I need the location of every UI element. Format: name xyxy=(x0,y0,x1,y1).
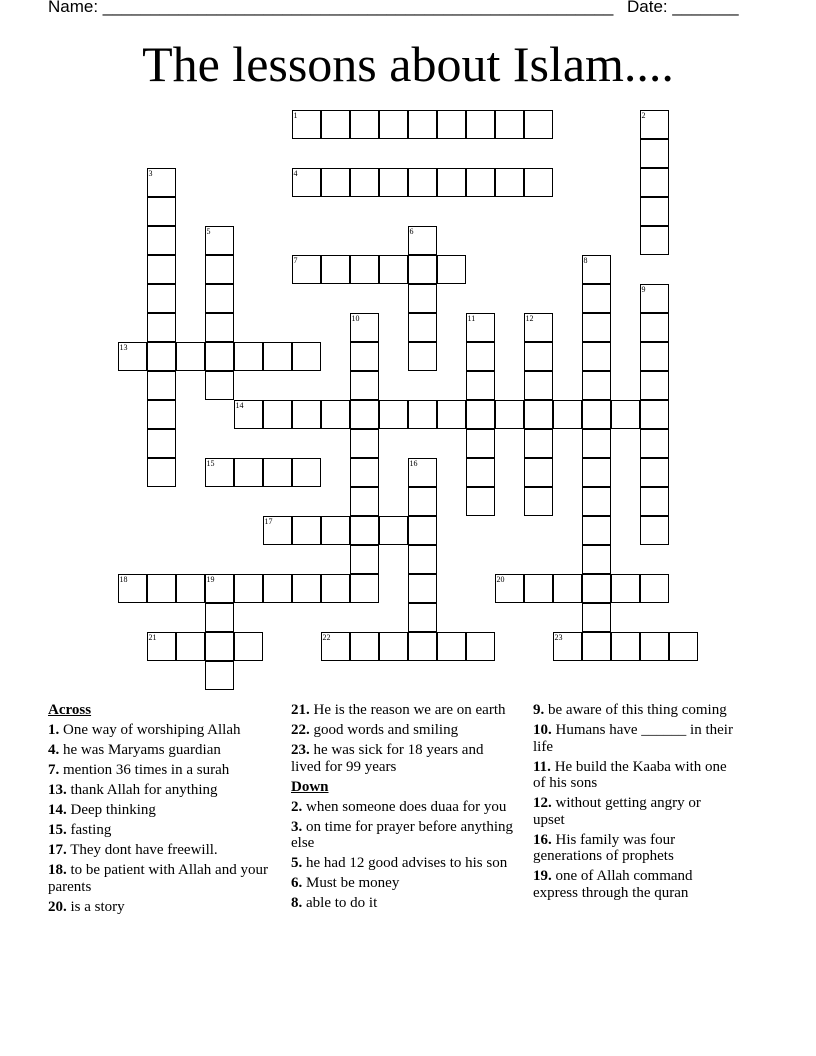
down-clue: 9. be aware of this thing coming xyxy=(533,702,727,718)
down-clue: 5. he had 12 good advises to his son xyxy=(291,855,508,871)
clue-number-label: 21. xyxy=(291,702,310,718)
crossword-cell[interactable] xyxy=(263,458,292,487)
crossword-cell[interactable] xyxy=(582,574,611,603)
crossword-cell[interactable] xyxy=(350,255,379,284)
crossword-cell[interactable] xyxy=(292,400,321,429)
crossword-cell[interactable] xyxy=(379,632,408,661)
crossword-cell[interactable] xyxy=(350,458,379,487)
crossword-cell[interactable] xyxy=(292,342,321,371)
clue-number: 23 xyxy=(554,632,563,642)
crossword-cell[interactable] xyxy=(553,574,582,603)
clue-number: 1 xyxy=(293,110,298,120)
clue-number: 9 xyxy=(641,284,646,294)
crossword-cell[interactable] xyxy=(524,429,553,458)
clue-number-label: 9. xyxy=(533,702,545,718)
crossword-cell[interactable] xyxy=(234,458,263,487)
crossword-cell[interactable] xyxy=(553,400,582,429)
across-clue: 20. is a story xyxy=(48,898,125,915)
crossword-cell[interactable] xyxy=(408,226,437,255)
crossword-cell[interactable] xyxy=(611,574,640,603)
across-clue: 17. They dont have freewill. xyxy=(48,842,218,858)
crossword-cell[interactable] xyxy=(408,632,437,661)
crossword-cell[interactable] xyxy=(524,371,553,400)
crossword-cell[interactable] xyxy=(205,661,234,690)
clue-number: 17 xyxy=(264,516,273,526)
clue-number: 14 xyxy=(235,400,244,410)
crossword-cell[interactable] xyxy=(408,313,437,342)
crossword-cell[interactable] xyxy=(408,168,437,197)
clue-number: 2 xyxy=(641,110,646,120)
crossword-cell[interactable] xyxy=(640,516,669,545)
down-clue: 2. when someone does duaa for you xyxy=(291,798,507,815)
crossword-cell[interactable] xyxy=(147,284,176,313)
clue-number: 5 xyxy=(206,226,211,236)
crossword-cell[interactable] xyxy=(437,255,466,284)
clue-number-label: 15. xyxy=(48,822,67,838)
down-clue: 8. able to do it xyxy=(291,895,378,911)
crossword-cell[interactable] xyxy=(263,516,292,545)
crossword-cell[interactable] xyxy=(292,110,321,139)
crossword-cell[interactable] xyxy=(437,400,466,429)
crossword-cell[interactable] xyxy=(640,110,669,139)
crossword-cell[interactable] xyxy=(611,632,640,661)
crossword-cell[interactable] xyxy=(292,168,321,197)
down-clue: 19. one of Allah command express through the quran xyxy=(533,868,693,901)
crossword-cell[interactable] xyxy=(205,603,234,632)
crossword-cell[interactable] xyxy=(321,168,350,197)
clues-column-3 xyxy=(533,702,733,905)
crossword-cell[interactable] xyxy=(321,516,350,545)
down-clue: 10. Humans have ______ in their life xyxy=(533,722,733,755)
crossword-cell[interactable] xyxy=(495,110,524,139)
clue-number-label: 13. xyxy=(48,782,67,798)
crossword-cell[interactable] xyxy=(234,400,263,429)
crossword-cell[interactable] xyxy=(205,226,234,255)
crossword-cell[interactable] xyxy=(263,342,292,371)
clue-number: 18 xyxy=(119,574,128,584)
crossword-cell[interactable] xyxy=(408,400,437,429)
crossword-cell[interactable] xyxy=(205,342,234,371)
crossword-cell[interactable] xyxy=(147,371,176,400)
down-clue: 12. without getting angry or upset xyxy=(533,795,701,828)
crossword-cell[interactable] xyxy=(466,168,495,197)
crossword-cell[interactable] xyxy=(524,574,553,603)
across-clue: 4. he was Maryams guardian xyxy=(48,742,221,758)
crossword-cell[interactable] xyxy=(147,197,176,226)
crossword-cell[interactable] xyxy=(408,603,437,632)
across-clue: 7. mention 36 times in a surah xyxy=(48,762,230,778)
crossword-cell[interactable] xyxy=(408,487,437,516)
crossword-cell[interactable] xyxy=(118,574,147,603)
crossword-cell[interactable] xyxy=(205,284,234,313)
crossword-cell[interactable] xyxy=(379,400,408,429)
clue-number: 4 xyxy=(293,168,298,178)
crossword-cell[interactable] xyxy=(640,429,669,458)
crossword-cell[interactable] xyxy=(379,255,408,284)
crossword-cell[interactable] xyxy=(147,313,176,342)
crossword-cell[interactable] xyxy=(524,313,553,342)
across-clue: 21. He is the reason we are on earth xyxy=(291,702,506,718)
crossword-cell[interactable] xyxy=(437,168,466,197)
clue-number-label: 12. xyxy=(533,795,552,811)
clues-column-1 xyxy=(48,702,273,919)
crossword-cell[interactable] xyxy=(408,342,437,371)
crossword-cell[interactable] xyxy=(263,400,292,429)
crossword-cell[interactable] xyxy=(292,574,321,603)
crossword-cell[interactable] xyxy=(495,168,524,197)
clue-number-label: 8. xyxy=(291,895,303,911)
crossword-cell[interactable] xyxy=(292,516,321,545)
crossword-cell[interactable] xyxy=(582,603,611,632)
crossword-cell[interactable] xyxy=(640,574,669,603)
crossword-cell[interactable] xyxy=(350,545,379,574)
across-clue: 1. One way of worshiping Allah xyxy=(48,722,241,738)
crossword-cell[interactable] xyxy=(640,342,669,371)
crossword-cell[interactable] xyxy=(582,545,611,574)
across-clue-list-continued xyxy=(291,702,516,775)
crossword-cell[interactable] xyxy=(379,168,408,197)
clue-number-label: 7. xyxy=(48,762,60,778)
crossword-cell[interactable] xyxy=(263,574,292,603)
crossword-cell[interactable] xyxy=(640,487,669,516)
crossword-cell[interactable] xyxy=(582,371,611,400)
clue-number-label: 6. xyxy=(291,875,303,891)
clue-number-label: 20. xyxy=(48,898,67,915)
crossword-cell[interactable] xyxy=(495,574,524,603)
crossword-cell[interactable] xyxy=(582,342,611,371)
crossword-cell[interactable] xyxy=(379,110,408,139)
down-clue-list-continued xyxy=(533,702,733,901)
across-clue: 18. to be patient with Allah and your parents xyxy=(48,862,268,895)
crossword-cell[interactable] xyxy=(466,429,495,458)
crossword-cell[interactable] xyxy=(582,429,611,458)
clue-number-label: 14. xyxy=(48,802,67,818)
clues-column-2 xyxy=(291,702,516,915)
crossword-cell[interactable] xyxy=(350,371,379,400)
crossword-cell[interactable] xyxy=(466,313,495,342)
clue-number: 16 xyxy=(409,458,418,468)
crossword-cell[interactable] xyxy=(147,458,176,487)
across-clue: 14. Deep thinking xyxy=(48,802,156,818)
clue-number: 22 xyxy=(322,632,331,642)
crossword-cell[interactable] xyxy=(408,284,437,313)
clue-number: 21 xyxy=(148,632,157,642)
crossword-cell[interactable] xyxy=(640,284,669,313)
clue-number: 13 xyxy=(119,342,128,352)
crossword-cell[interactable] xyxy=(147,574,176,603)
crossword-cell[interactable] xyxy=(234,574,263,603)
crossword-cell[interactable] xyxy=(147,168,176,197)
down-clue: 6. Must be money xyxy=(291,875,400,891)
crossword-cell[interactable] xyxy=(640,371,669,400)
crossword-cell[interactable] xyxy=(408,574,437,603)
crossword-cell[interactable] xyxy=(205,458,234,487)
crossword-cell[interactable] xyxy=(408,110,437,139)
clue-number-label: 3. xyxy=(291,818,303,835)
crossword-cell[interactable] xyxy=(582,458,611,487)
crossword-cell[interactable] xyxy=(350,313,379,342)
crossword-cell[interactable] xyxy=(524,168,553,197)
clue-number: 8 xyxy=(583,255,588,265)
crossword-cell[interactable] xyxy=(379,516,408,545)
crossword-cell[interactable] xyxy=(147,255,176,284)
crossword-cell[interactable] xyxy=(350,487,379,516)
clue-number: 10 xyxy=(351,313,360,323)
down-clue: 16. His family was four generations of prophets xyxy=(533,831,676,864)
clue-number: 19 xyxy=(206,574,215,584)
crossword-cell[interactable] xyxy=(582,632,611,661)
crossword-cell[interactable] xyxy=(321,110,350,139)
crossword-cell[interactable] xyxy=(582,516,611,545)
clue-number-label: 16. xyxy=(533,831,552,848)
clue-number-label: 22. xyxy=(291,722,310,738)
crossword-cell[interactable] xyxy=(147,632,176,661)
clue-number-label: 1. xyxy=(48,722,60,738)
crossword-cell[interactable] xyxy=(350,400,379,429)
crossword-cell[interactable] xyxy=(408,516,437,545)
crossword-cell[interactable] xyxy=(350,574,379,603)
clue-number-label: 17. xyxy=(48,842,67,858)
across-clue: 15. fasting xyxy=(48,822,112,838)
across-clue: 22. good words and smiling xyxy=(291,722,459,738)
crossword-cell[interactable] xyxy=(350,429,379,458)
crossword-cell[interactable] xyxy=(640,400,669,429)
clue-number-label: 19. xyxy=(533,868,552,884)
crossword-cell[interactable] xyxy=(466,487,495,516)
crossword-cell[interactable] xyxy=(495,400,524,429)
crossword-cell[interactable] xyxy=(350,168,379,197)
crossword-cell[interactable] xyxy=(640,168,669,197)
clue-number: 12 xyxy=(525,313,534,323)
crossword-cell[interactable] xyxy=(524,342,553,371)
crossword-cell[interactable] xyxy=(640,632,669,661)
crossword-cell[interactable] xyxy=(234,342,263,371)
across-clue-list xyxy=(48,722,273,915)
crossword-cell[interactable] xyxy=(466,110,495,139)
crossword-cell[interactable] xyxy=(350,110,379,139)
clue-number: 7 xyxy=(293,255,298,265)
across-clue: 13. thank Allah for anything xyxy=(48,782,218,798)
crossword-cell[interactable] xyxy=(176,632,205,661)
crossword-cell[interactable] xyxy=(640,226,669,255)
crossword-cell[interactable] xyxy=(466,371,495,400)
crossword-cell[interactable] xyxy=(582,313,611,342)
crossword-cell[interactable] xyxy=(234,632,263,661)
crossword-cell[interactable] xyxy=(640,458,669,487)
crossword-cell[interactable] xyxy=(147,226,176,255)
crossword-cell[interactable] xyxy=(640,313,669,342)
crossword-cell[interactable] xyxy=(466,458,495,487)
down-clue-list xyxy=(291,799,516,912)
crossword-cell[interactable] xyxy=(437,632,466,661)
crossword-cell[interactable] xyxy=(408,545,437,574)
crossword-cell[interactable] xyxy=(524,400,553,429)
crossword-cell[interactable] xyxy=(321,574,350,603)
crossword-cell[interactable] xyxy=(524,458,553,487)
clue-number: 11 xyxy=(467,313,476,323)
crossword-cell[interactable] xyxy=(669,632,698,661)
crossword-cell[interactable] xyxy=(466,632,495,661)
crossword-cell[interactable] xyxy=(147,400,176,429)
crossword-cell[interactable] xyxy=(205,313,234,342)
down-clue: 11. He build the Kaaba with one of his sons xyxy=(533,758,727,791)
crossword-cell[interactable] xyxy=(205,574,234,603)
down-heading: Down xyxy=(291,778,329,795)
clue-number-label: 2. xyxy=(291,798,303,815)
crossword-cell[interactable] xyxy=(408,458,437,487)
crossword-cell[interactable] xyxy=(582,284,611,313)
crossword-cell[interactable] xyxy=(466,400,495,429)
crossword-cell[interactable] xyxy=(321,255,350,284)
crossword-cell[interactable] xyxy=(350,516,379,545)
crossword-cell[interactable] xyxy=(321,400,350,429)
down-clue: 3. on time for prayer before anything else xyxy=(291,818,514,851)
date-field[interactable]: Date: _______ xyxy=(627,0,739,16)
crossword-cell[interactable] xyxy=(524,487,553,516)
crossword-cell[interactable] xyxy=(640,197,669,226)
page-title: The lessons about Islam.... xyxy=(142,36,674,92)
crossword-cell[interactable] xyxy=(582,255,611,284)
clue-number-label: 23. xyxy=(291,742,310,758)
crossword-cell[interactable] xyxy=(205,255,234,284)
crossword-cell[interactable] xyxy=(350,342,379,371)
crossword-cell[interactable] xyxy=(350,632,379,661)
crossword-cell[interactable] xyxy=(582,487,611,516)
crossword-cell[interactable] xyxy=(176,574,205,603)
clue-number-label: 18. xyxy=(48,862,67,878)
crossword-cell[interactable] xyxy=(205,371,234,400)
clue-number-label: 11. xyxy=(533,758,551,775)
clue-number: 6 xyxy=(409,226,414,236)
crossword-cell[interactable] xyxy=(147,429,176,458)
name-field[interactable]: Name: ______________________________________________________ xyxy=(48,0,614,16)
clue-number-label: 10. xyxy=(533,722,552,738)
crossword-cell[interactable] xyxy=(524,110,553,139)
crossword-cell[interactable] xyxy=(582,400,611,429)
clue-number: 20 xyxy=(496,574,505,584)
crossword-cell[interactable] xyxy=(640,139,669,168)
clue-number-label: 4. xyxy=(48,742,60,758)
crossword-cell[interactable] xyxy=(408,255,437,284)
across-heading: Across xyxy=(48,702,92,718)
clue-number: 3 xyxy=(148,168,153,178)
across-clue: 23. he was sick for 18 years and lived for 99 years xyxy=(291,742,484,775)
crossword-cell[interactable] xyxy=(147,342,176,371)
crossword-cell[interactable] xyxy=(553,632,582,661)
crossword-cell[interactable] xyxy=(118,342,147,371)
crossword-cell[interactable] xyxy=(611,400,640,429)
crossword-cell[interactable] xyxy=(466,342,495,371)
crossword-cell[interactable] xyxy=(176,342,205,371)
crossword-cell[interactable] xyxy=(321,632,350,661)
crossword-cell[interactable] xyxy=(205,632,234,661)
clue-number: 15 xyxy=(206,458,215,468)
clue-number-label: 5. xyxy=(291,855,303,871)
crossword-cell[interactable] xyxy=(292,255,321,284)
crossword-cell[interactable] xyxy=(292,458,321,487)
crossword-cell[interactable] xyxy=(437,110,466,139)
